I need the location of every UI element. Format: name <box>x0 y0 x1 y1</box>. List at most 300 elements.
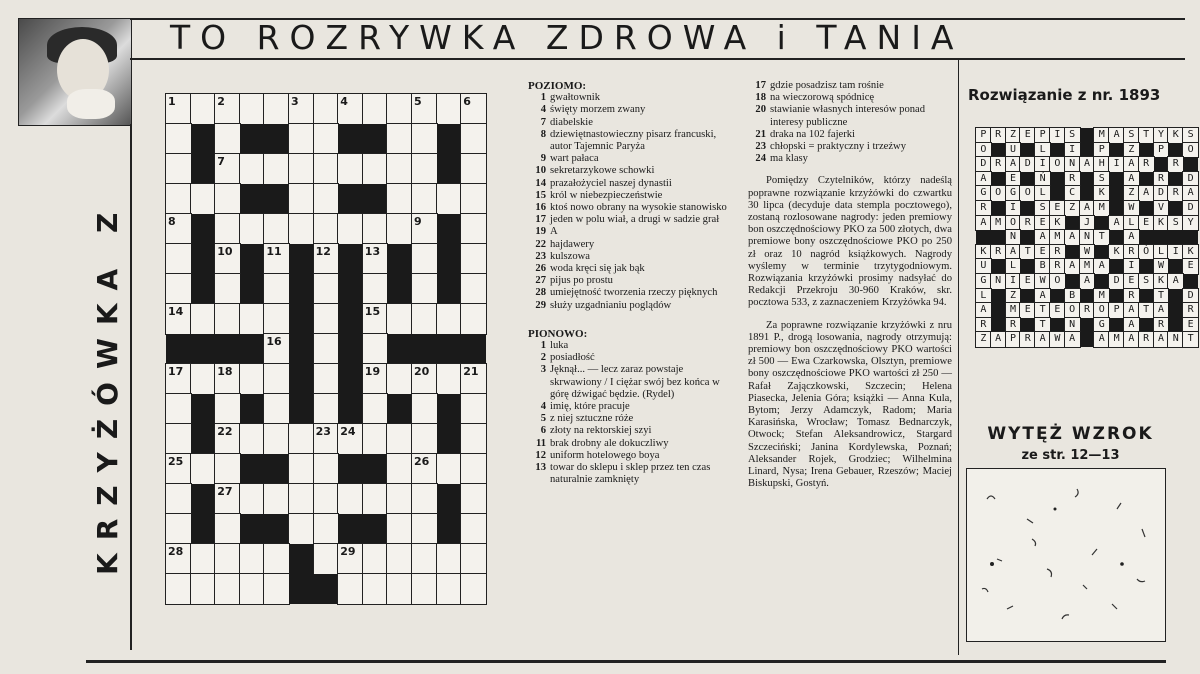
solution-letter: E <box>1183 318 1198 333</box>
clue-number: 17 <box>755 80 766 91</box>
crossword-cell[interactable] <box>166 274 191 304</box>
crossword-cell[interactable] <box>387 124 412 154</box>
crossword-cell[interactable] <box>461 514 486 544</box>
black-cell <box>264 454 289 484</box>
black-cell <box>437 244 462 274</box>
black-cell <box>338 304 363 334</box>
crossword-cell[interactable] <box>191 94 216 124</box>
solution-letter: A <box>1124 318 1139 333</box>
clue-number: 4 <box>540 401 546 413</box>
crossword-cell[interactable] <box>166 574 191 604</box>
solution-letter: A <box>1006 245 1021 260</box>
solution-letter: B <box>1065 289 1080 304</box>
solution-letter: I <box>1109 157 1124 172</box>
crossword-cell[interactable] <box>240 574 265 604</box>
crossword-cell[interactable] <box>387 154 412 184</box>
crossword-cell[interactable] <box>387 514 412 544</box>
crossword-cell[interactable] <box>363 334 388 364</box>
solution-letter: D <box>1109 274 1124 289</box>
crossword-cell[interactable] <box>412 304 437 334</box>
clue-text: gdzie posadzisz tam rośnie <box>770 80 884 91</box>
solution-black-cell <box>1109 143 1124 158</box>
black-cell <box>289 574 314 604</box>
clue-text: umiejętność tworzenia rzeczy pięknych <box>550 287 718 299</box>
solution-letter: M <box>1050 230 1065 245</box>
solution-letter: E <box>1050 201 1065 216</box>
solution-letter: M <box>991 216 1006 231</box>
cell-number: 18 <box>217 365 233 378</box>
crossword-cell[interactable] <box>387 424 412 454</box>
portrait-photo <box>18 18 132 126</box>
black-cell <box>387 334 412 364</box>
crossword-cell[interactable] <box>240 214 265 244</box>
crossword-cell[interactable] <box>191 184 216 214</box>
clue-text: Jęknął... — lecz zaraz powstaje skrwawiony / I ciężar swój bez końca w górę dźwigać będzie. (Rydel) <box>550 364 720 400</box>
solution-letter: R <box>1050 259 1065 274</box>
solution-letter: T <box>1035 318 1050 333</box>
solution-black-cell <box>1168 230 1183 245</box>
crossword-cell[interactable] <box>387 364 412 394</box>
solution-letter: E <box>1035 216 1050 231</box>
clue-number: 10 <box>535 165 546 177</box>
poziomo-list <box>528 92 730 312</box>
solution-letter: I <box>1006 201 1021 216</box>
cell-number: 25 <box>168 455 184 468</box>
crossword-cell[interactable] <box>215 514 240 544</box>
clue-item <box>528 300 730 312</box>
solution-black-cell <box>1065 274 1080 289</box>
clue-number: 7 <box>540 116 546 128</box>
crossword-cell[interactable] <box>240 424 265 454</box>
crossword-cell[interactable] <box>363 94 388 124</box>
black-cell <box>289 274 314 304</box>
crossword-cell[interactable] <box>461 394 486 424</box>
crossword-cell[interactable] <box>437 94 462 124</box>
solution-letter: K <box>1154 274 1169 289</box>
crossword-cell[interactable] <box>363 574 388 604</box>
clue-text: uniform hotelowego boya <box>550 449 660 461</box>
crossword-cell[interactable] <box>461 124 486 154</box>
black-cell <box>240 184 265 214</box>
crossword-cell[interactable] <box>363 274 388 304</box>
crossword-cell[interactable] <box>412 244 437 274</box>
crossword-cell[interactable] <box>387 544 412 574</box>
crossword-cell[interactable] <box>264 544 289 574</box>
crossword-cell[interactable] <box>264 154 289 184</box>
solution-letter: O <box>991 186 1006 201</box>
black-cell <box>289 304 314 334</box>
crossword-cell[interactable] <box>412 124 437 154</box>
solution-letter: U <box>976 259 991 274</box>
solution-letter: D <box>976 157 991 172</box>
black-cell <box>191 424 216 454</box>
crossword-cell[interactable] <box>166 394 191 424</box>
solution-black-cell <box>991 143 1006 158</box>
crossword-cell[interactable] <box>314 544 339 574</box>
crossword-cell[interactable] <box>314 484 339 514</box>
crossword-cell[interactable] <box>437 304 462 334</box>
crossword-cell[interactable] <box>166 244 191 274</box>
solution-letter: Y <box>1183 216 1198 231</box>
crossword-cell[interactable] <box>215 544 240 574</box>
crossword-cell[interactable] <box>461 274 486 304</box>
clue-number: 29 <box>535 299 546 311</box>
solution-black-cell <box>1020 289 1035 304</box>
crossword-cell[interactable] <box>264 94 289 124</box>
solution-black-cell <box>1080 289 1095 304</box>
crossword-cell[interactable] <box>166 184 191 214</box>
solution-black-cell <box>991 303 1006 318</box>
solution-letter: W <box>1154 259 1169 274</box>
crossword-cell[interactable] <box>387 484 412 514</box>
crossword-cell[interactable] <box>191 364 216 394</box>
crossword-cell[interactable] <box>264 214 289 244</box>
solution-letter: S <box>1065 128 1080 143</box>
crossword-cell[interactable] <box>166 124 191 154</box>
crossword-cell[interactable] <box>461 304 486 334</box>
crossword-cell[interactable] <box>289 424 314 454</box>
solution-black-cell <box>1154 157 1169 172</box>
clue-number: 22 <box>535 238 546 250</box>
crossword-cell[interactable] <box>264 274 289 304</box>
solution-letter: A <box>1124 230 1139 245</box>
crossword-cell[interactable] <box>215 124 240 154</box>
crossword-cell[interactable] <box>314 394 339 424</box>
crossword-cell[interactable] <box>215 454 240 484</box>
solution-black-cell <box>1154 230 1169 245</box>
solution-letter: O <box>1050 157 1065 172</box>
pionowo-list-continued <box>748 80 952 165</box>
solution-black-cell <box>1109 230 1124 245</box>
solution-letter: E <box>1124 274 1139 289</box>
clue-number: 20 <box>755 104 766 116</box>
solution-letter: A <box>1035 332 1050 347</box>
solution-black-cell <box>1139 143 1154 158</box>
solution-black-cell <box>1050 143 1065 158</box>
cell-number: 10 <box>217 245 233 258</box>
solution-letter: Y <box>1154 128 1169 143</box>
crossword-cell[interactable] <box>387 184 412 214</box>
solution-letter: W <box>1124 201 1139 216</box>
crossword-cell[interactable] <box>314 304 339 334</box>
solution-letter: R <box>1080 303 1095 318</box>
solution-letter: K <box>1094 186 1109 201</box>
crossword-cell[interactable] <box>215 304 240 334</box>
black-cell <box>166 334 191 364</box>
solution-letter: K <box>1050 216 1065 231</box>
solution-black-cell <box>1168 303 1183 318</box>
crossword-cell[interactable] <box>387 304 412 334</box>
clue-number: 17 <box>535 214 546 226</box>
crossword-cell[interactable] <box>437 574 462 604</box>
black-cell <box>289 334 314 364</box>
crossword-cell[interactable] <box>215 214 240 244</box>
crossword-cell[interactable] <box>240 304 265 334</box>
solution-letter: P <box>1154 143 1169 158</box>
solution-letter: I <box>1006 274 1021 289</box>
crossword-cell[interactable] <box>264 424 289 454</box>
crossword-cell[interactable] <box>289 184 314 214</box>
crossword-cell[interactable] <box>240 94 265 124</box>
solution-letter: R <box>1168 157 1183 172</box>
crossword-cell[interactable] <box>240 544 265 574</box>
solution-letter: P <box>1109 303 1124 318</box>
crossword-cell[interactable] <box>461 184 486 214</box>
solution-black-cell <box>1109 201 1124 216</box>
crossword-cell[interactable] <box>363 214 388 244</box>
cell-number: 23 <box>315 425 331 438</box>
black-cell <box>191 514 216 544</box>
cell-number: 13 <box>364 245 381 258</box>
crossword-cell[interactable] <box>264 394 289 424</box>
crossword-cell[interactable] <box>338 484 363 514</box>
crossword-cell[interactable] <box>412 274 437 304</box>
crossword-cell[interactable] <box>289 154 314 184</box>
cell-number: 20 <box>414 365 430 378</box>
solution-letter: M <box>1094 289 1109 304</box>
cell-number: 6 <box>463 95 471 108</box>
solution-letter: E <box>1006 172 1021 187</box>
crossword-cell[interactable] <box>314 514 339 544</box>
crossword-cell[interactable] <box>437 364 462 394</box>
solution-black-cell <box>1050 186 1065 201</box>
solution-letter: Z <box>1124 143 1139 158</box>
crossword-cell[interactable] <box>240 154 265 184</box>
crossword-cell[interactable] <box>215 574 240 604</box>
crossword-cell[interactable] <box>363 394 388 424</box>
solution-letter: C <box>1065 186 1080 201</box>
solution-letter: K <box>1109 245 1124 260</box>
solution-black-cell <box>991 318 1006 333</box>
solution-letter: U <box>1006 143 1021 158</box>
clue-number: 16 <box>535 202 546 214</box>
crossword-cell[interactable] <box>264 574 289 604</box>
solution-letter: A <box>1006 157 1021 172</box>
black-cell <box>338 274 363 304</box>
crossword-cell[interactable] <box>289 124 314 154</box>
crossword-cell[interactable] <box>387 214 412 244</box>
crossword-cell[interactable] <box>314 184 339 214</box>
clue-item <box>528 401 730 413</box>
crossword-cell[interactable] <box>461 154 486 184</box>
clue-item <box>528 214 730 226</box>
solution-letter: R <box>1065 172 1080 187</box>
black-cell <box>264 514 289 544</box>
crossword-cell[interactable] <box>338 574 363 604</box>
crossword-cell[interactable] <box>191 574 216 604</box>
crossword-cell[interactable] <box>412 574 437 604</box>
crossword-cell[interactable] <box>215 274 240 304</box>
clue-number: 23 <box>755 141 766 153</box>
crossword-cell[interactable] <box>437 184 462 214</box>
solution-letter: A <box>976 216 991 231</box>
solution-letter: R <box>976 201 991 216</box>
crossword-cell[interactable] <box>338 154 363 184</box>
solution-black-cell <box>1080 332 1095 347</box>
black-cell <box>240 394 265 424</box>
crossword-cell[interactable] <box>191 454 216 484</box>
crossword-cell[interactable] <box>461 244 486 274</box>
crossword-cell[interactable] <box>437 454 462 484</box>
crossword-cell[interactable] <box>437 544 462 574</box>
black-cell <box>240 244 265 274</box>
cell-number: 17 <box>168 365 184 378</box>
solution-letter: A <box>1183 186 1198 201</box>
winners-paragraph: Za poprawne rozwiązanie krzyżówki z nru 1891 P., drogą losowania, nagrody otrzymują: premiowy bon oszczędnościowy PKO wartości zł 500 — Ewa Czarkowska, Olsztyn, premiowe bony oszczędnościowe PKO wartości zł 250 — Rafał Zajączkowski, Szczecin; Helena Piasecka, Jelenia Góra; książki — Anna Kula, Bytom; Jerzy Adamczyk, Radom; Maria Karasińska, Wrocław; Tomasz Bednarczyk, Otwock; Stefan Aleksandrowicz, Stargard Szczeciński; Janina Kordylewska, Poznań; Aleksander Rojek, Grodziec; Wilhelmina Linard, Nysa; Irena Gebauer, Rzeszów; Maciej Biskupski, Gostyń. <box>748 319 952 490</box>
solution-letter: T <box>1139 128 1154 143</box>
solution-letter: R <box>1139 157 1154 172</box>
black-cell <box>191 334 216 364</box>
clue-item <box>528 275 730 287</box>
crossword-cell[interactable] <box>191 304 216 334</box>
clue-item <box>528 263 730 275</box>
solution-black-cell <box>1168 143 1183 158</box>
solution-letter: L <box>1124 216 1139 231</box>
solution-letter: R <box>976 318 991 333</box>
crossword-cell[interactable] <box>166 484 191 514</box>
bottom-rule <box>86 660 1166 663</box>
solution-letter: N <box>991 274 1006 289</box>
crossword-cell[interactable] <box>191 544 216 574</box>
crossword-cell[interactable] <box>314 274 339 304</box>
solution-black-cell <box>1139 289 1154 304</box>
cell-number: 5 <box>414 95 422 108</box>
crossword-cell[interactable] <box>166 424 191 454</box>
solution-black-cell <box>1080 128 1095 143</box>
black-cell <box>437 334 462 364</box>
solution-black-cell <box>1094 274 1109 289</box>
crossword-cell[interactable] <box>412 484 437 514</box>
crossword-cell[interactable] <box>314 94 339 124</box>
clue-text: pijus po prostu <box>550 275 613 287</box>
scattered-fragments-graphic <box>967 469 1165 641</box>
crossword-cell[interactable] <box>314 214 339 244</box>
crossword-cell[interactable] <box>240 484 265 514</box>
solution-letter: L <box>1154 245 1169 260</box>
solution-letter: M <box>1094 201 1109 216</box>
crossword-cell[interactable] <box>363 424 388 454</box>
cell-number: 22 <box>217 425 233 438</box>
crossword-cell[interactable] <box>166 514 191 544</box>
crossword-cell[interactable] <box>461 454 486 484</box>
crossword-cell[interactable] <box>412 424 437 454</box>
crossword-cell[interactable] <box>387 574 412 604</box>
clue-number: 21 <box>755 128 766 140</box>
crossword-cell[interactable] <box>264 304 289 334</box>
crossword-cell[interactable] <box>461 214 486 244</box>
solution-letter: T <box>1020 245 1035 260</box>
solution-letter: M <box>1006 303 1021 318</box>
crossword-cell[interactable] <box>264 364 289 394</box>
solution-letter: O <box>1094 303 1109 318</box>
clue-number: 13 <box>535 462 546 474</box>
black-cell <box>338 244 363 274</box>
crossword-cell[interactable] <box>387 94 412 124</box>
crossword-cell[interactable] <box>412 544 437 574</box>
solution-letter: N <box>1168 332 1183 347</box>
solution-black-cell <box>1050 172 1065 187</box>
crossword-cell[interactable] <box>289 514 314 544</box>
crossword-cell[interactable] <box>461 544 486 574</box>
crossword-cell[interactable] <box>314 154 339 184</box>
crossword-cell[interactable] <box>387 454 412 484</box>
crossword-cell[interactable] <box>338 214 363 244</box>
crossword-cell[interactable] <box>314 454 339 484</box>
crossword-cell[interactable] <box>412 514 437 544</box>
crossword-cell[interactable] <box>314 364 339 394</box>
clue-item <box>528 352 730 364</box>
clue-number: 18 <box>755 92 766 104</box>
solution-black-cell <box>1020 259 1035 274</box>
wytez-subtitle: ze str. 12—13 <box>1021 448 1120 463</box>
solution-letter: B <box>1035 259 1050 274</box>
clue-text: święty morzem zwany <box>550 104 646 116</box>
cell-number: 19 <box>364 365 381 378</box>
black-cell <box>437 394 462 424</box>
clue-number: 14 <box>535 177 546 189</box>
crossword-cell[interactable] <box>363 154 388 184</box>
crossword-cell[interactable] <box>240 364 265 394</box>
crossword-cell[interactable] <box>461 484 486 514</box>
crossword-cell[interactable] <box>363 544 388 574</box>
clue-number: 2 <box>540 352 546 364</box>
clue-text: służy uzgadnianiu poglądów <box>550 299 672 311</box>
black-cell <box>363 514 388 544</box>
clue-text: z niej sztuczne róże <box>550 413 634 425</box>
crossword-cell[interactable] <box>289 454 314 484</box>
solution-black-cell <box>1139 230 1154 245</box>
solution-letter: A <box>1154 332 1169 347</box>
crossword-cell[interactable] <box>412 184 437 214</box>
clue-text: A <box>550 226 558 238</box>
solution-letter: S <box>1035 201 1050 216</box>
black-cell <box>191 484 216 514</box>
crossword-cell[interactable] <box>289 214 314 244</box>
black-cell <box>191 244 216 274</box>
crossword-cell[interactable] <box>166 154 191 184</box>
black-cell <box>240 274 265 304</box>
clue-text: jeden w polu wiał, a drugi w sadzie grał <box>550 214 720 226</box>
solution-letter: D <box>1183 172 1198 187</box>
solution-letter: R <box>991 128 1006 143</box>
solution-letter: E <box>1020 128 1035 143</box>
black-cell <box>387 244 412 274</box>
solution-letter: T <box>1154 289 1169 304</box>
crossword-cell[interactable] <box>461 424 486 454</box>
solution-letter: K <box>1154 216 1169 231</box>
solution-black-cell <box>1020 201 1035 216</box>
crossword-cell[interactable] <box>461 574 486 604</box>
clue-item <box>528 165 730 177</box>
crossword-cell[interactable] <box>314 124 339 154</box>
crossword-cell[interactable] <box>289 484 314 514</box>
crossword-cell[interactable] <box>215 184 240 214</box>
solution-letter: T <box>1139 303 1154 318</box>
crossword-cell[interactable] <box>412 154 437 184</box>
solution-letter: A <box>1139 186 1154 201</box>
crossword-cell[interactable] <box>314 334 339 364</box>
crossword-cell[interactable] <box>412 394 437 424</box>
solution-letter: H <box>1094 157 1109 172</box>
solution-letter: Ń <box>1035 172 1050 187</box>
clue-text: ma klasy <box>770 153 808 165</box>
crossword-cell[interactable] <box>264 484 289 514</box>
crossword-cell[interactable] <box>363 484 388 514</box>
crossword-cell[interactable] <box>215 394 240 424</box>
solution-letter: O <box>976 143 991 158</box>
black-cell <box>240 514 265 544</box>
solution-letter: R <box>1154 172 1169 187</box>
